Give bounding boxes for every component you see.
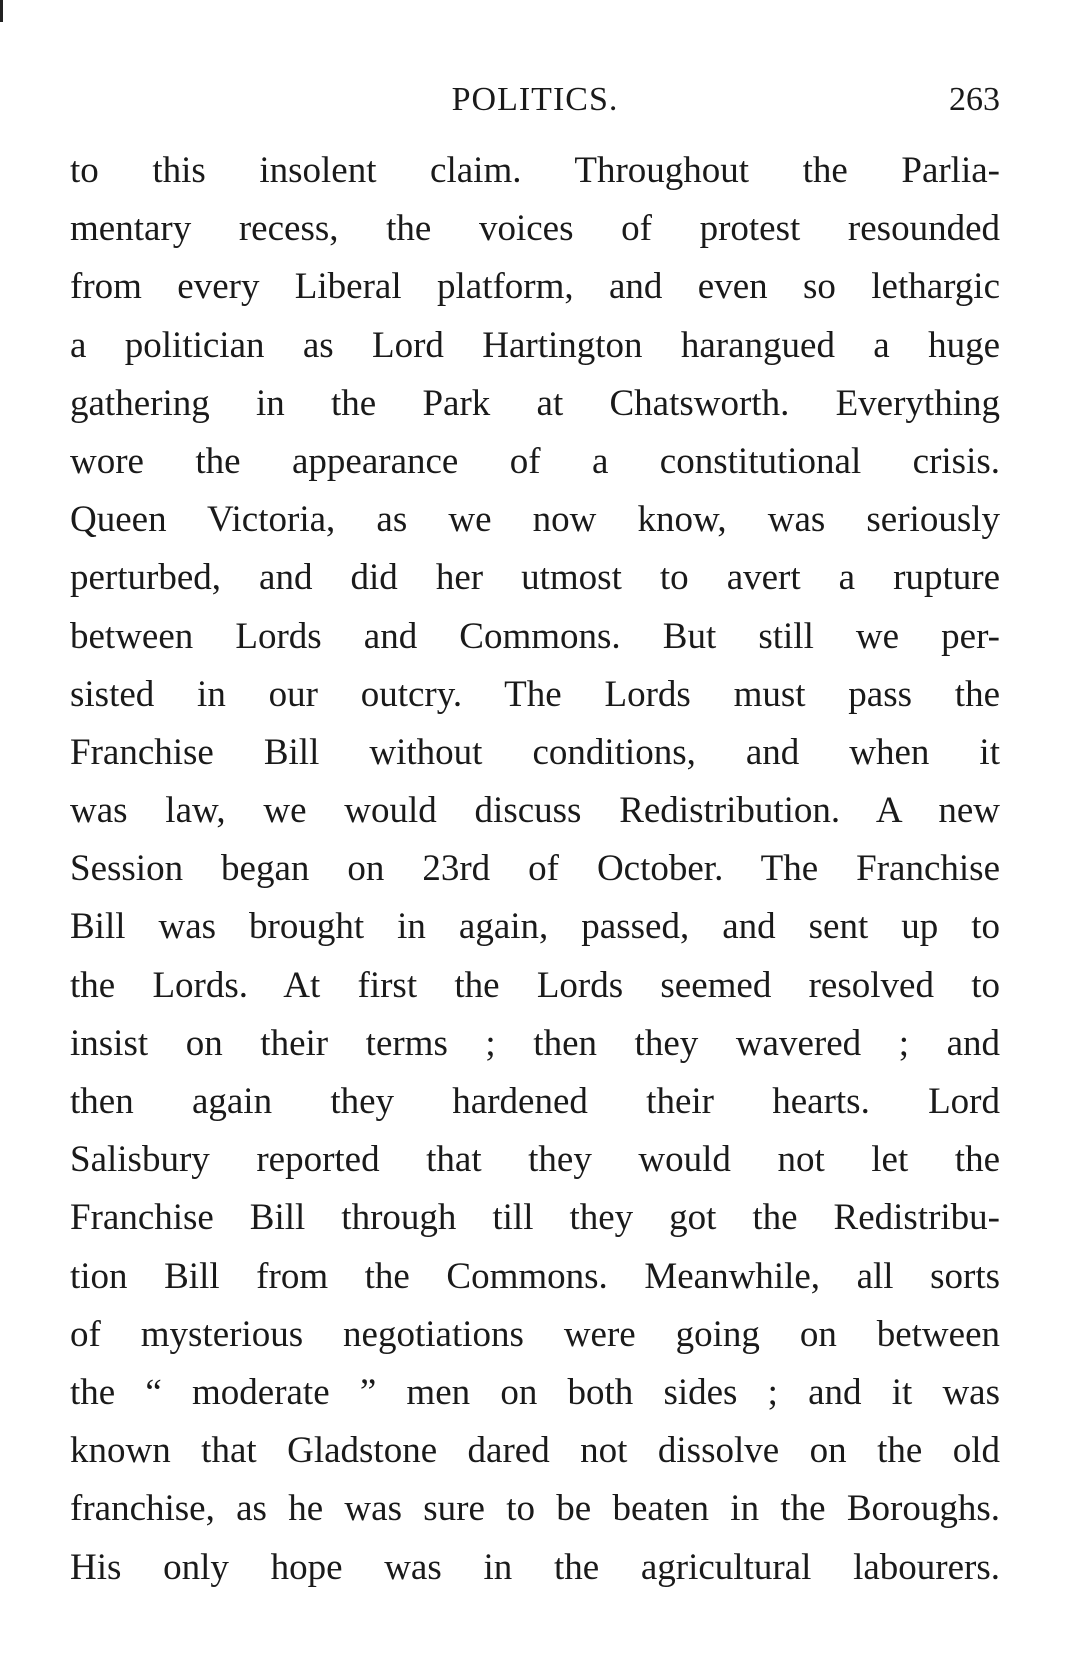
text-line: from every Liberal platform, and even so lethargic	[70, 266, 1000, 308]
text-line: a politician as Lord Hartington harangued a huge	[70, 324, 1000, 366]
text-line: of mysterious negotiations were going on between	[70, 1313, 1000, 1355]
page-number: 263	[949, 81, 1000, 118]
text-line: Franchise Bill without conditions, and when it	[70, 731, 1000, 773]
scan-edge-mark	[0, 0, 3, 22]
text-line: was law, we would discuss Redistribution. A new	[70, 790, 1000, 832]
text-line: then again they hardened their hearts. Lord	[70, 1081, 1000, 1122]
text-line: known that Gladstone dared not dissolve on the old	[70, 1430, 1000, 1472]
running-title: POLITICS.	[451, 81, 619, 118]
text-line: perturbed, and did her utmost to avert a rupture	[70, 557, 1000, 599]
body-text	[70, 142, 1000, 1597]
text-line: the Lords. At first the Lords seemed resolved to	[70, 964, 1000, 1006]
text-line: His only hope was in the agricultural labourers.	[70, 1546, 1000, 1588]
text-line: Franchise Bill through till they got the Redistribu-	[70, 1197, 1000, 1239]
text-line: franchise, as he was sure to be beaten in the Boroughs.	[70, 1488, 1000, 1530]
running-head	[70, 78, 1000, 122]
text-line: Queen Victoria, as we now know, was seriously	[70, 499, 1000, 541]
text-line: tion Bill from the Commons. Meanwhile, all sorts	[70, 1255, 1000, 1297]
text-line: gathering in the Park at Chatsworth. Everything	[70, 382, 1000, 424]
text-line: Salisbury reported that they would not let the	[70, 1139, 1000, 1181]
text-line: the “ moderate ” men on both sides ; and it was	[70, 1371, 1000, 1413]
text-line: Session began on 23rd of October. The Franchise	[70, 848, 1000, 890]
text-line: insist on their terms ; then they wavered ; and	[70, 1022, 1000, 1064]
text-line: between Lords and Commons. But still we per-	[70, 615, 1000, 657]
text-line: sisted in our outcry. The Lords must pass the	[70, 673, 1000, 715]
text-line: mentary recess, the voices of protest resounded	[70, 208, 1000, 250]
text-line: Bill was brought in again, passed, and sent up to	[70, 906, 1000, 948]
text-line: to this insolent claim. Throughout the Parlia-	[70, 150, 1000, 191]
text-line: wore the appearance of a constitutional crisis.	[70, 440, 1000, 482]
